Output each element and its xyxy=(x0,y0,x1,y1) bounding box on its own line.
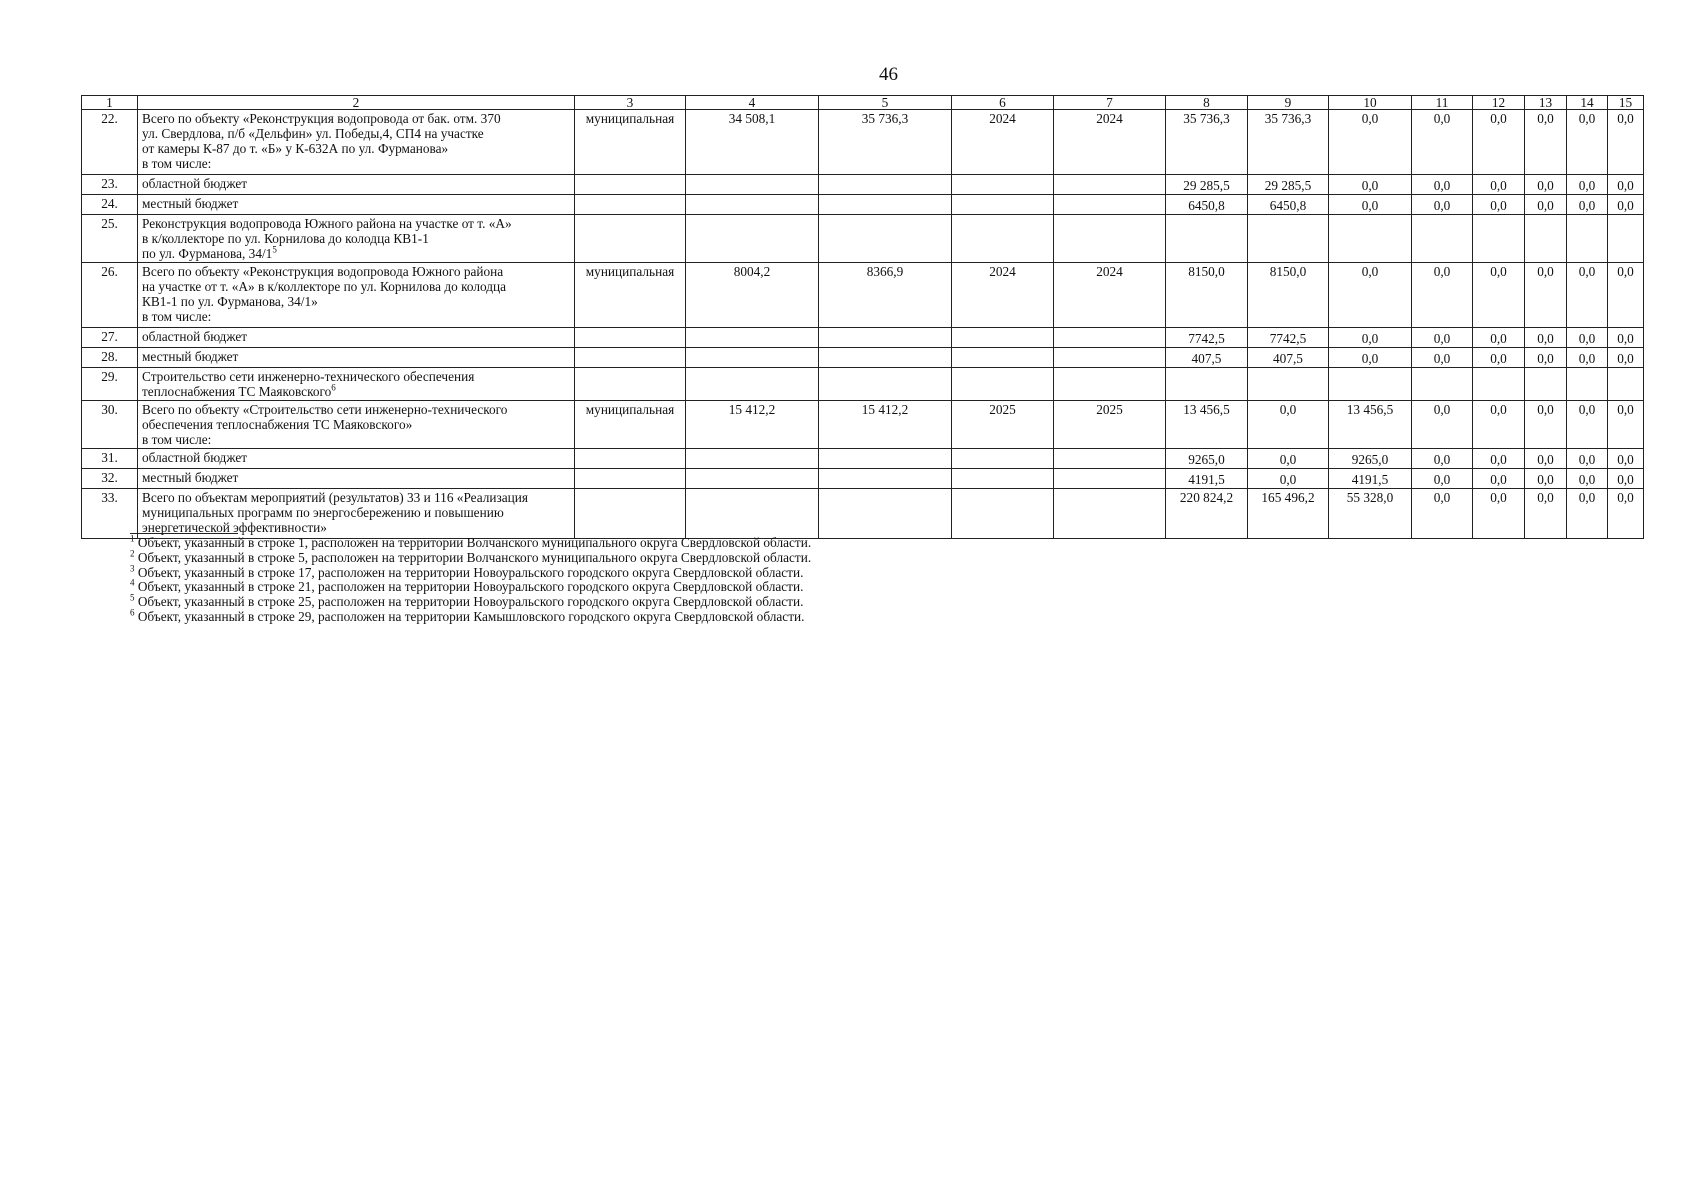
value-cell: 407,5 xyxy=(1166,348,1248,368)
value-cell: 0,0 xyxy=(1608,110,1644,175)
value-cell: 0,0 xyxy=(1608,328,1644,348)
value-cell xyxy=(575,328,686,348)
row-number-cell: 25. xyxy=(82,215,138,263)
value-cell: 8366,9 xyxy=(819,263,952,328)
footnote xyxy=(130,577,811,595)
footnote-text: Объект, указанный в строке 17, расположен на территории Новоуральского городского округа Свердловской области. xyxy=(134,564,804,580)
column-header: 2 xyxy=(138,96,575,110)
value-cell xyxy=(819,195,952,215)
value-cell xyxy=(819,449,952,469)
column-header: 8 xyxy=(1166,96,1248,110)
value-cell xyxy=(1054,449,1166,469)
value-cell xyxy=(952,449,1054,469)
value-cell xyxy=(686,469,819,489)
value-cell xyxy=(952,215,1054,263)
description-cell: областной бюджет xyxy=(138,449,575,469)
value-cell xyxy=(575,469,686,489)
value-cell xyxy=(686,195,819,215)
value-cell xyxy=(952,368,1054,401)
footnote-mark: 4 xyxy=(130,577,135,588)
value-cell: 0,0 xyxy=(1473,263,1525,328)
table-row xyxy=(82,328,1644,348)
value-cell xyxy=(1329,215,1412,263)
value-cell xyxy=(819,175,952,195)
value-cell: 0,0 xyxy=(1525,328,1567,348)
table-row xyxy=(82,175,1644,195)
value-cell xyxy=(1054,175,1166,195)
value-cell xyxy=(1054,215,1166,263)
value-cell xyxy=(1608,368,1644,401)
value-cell xyxy=(1248,368,1329,401)
value-cell: 35 736,3 xyxy=(819,110,952,175)
value-cell: 9265,0 xyxy=(1166,449,1248,469)
value-cell: 4191,5 xyxy=(1166,469,1248,489)
footnote-text: Объект, указанный в строке 29, расположен на территории Камышловского городского округа Свердловской области. xyxy=(134,608,805,624)
row-number-cell: 30. xyxy=(82,401,138,449)
value-cell: 0,0 xyxy=(1608,469,1644,489)
value-cell: 0,0 xyxy=(1525,401,1567,449)
value-cell: 0,0 xyxy=(1473,401,1525,449)
table-row xyxy=(82,489,1644,539)
table-row xyxy=(82,449,1644,469)
value-cell: 0,0 xyxy=(1412,469,1473,489)
value-cell xyxy=(819,328,952,348)
value-cell: муниципальная xyxy=(575,263,686,328)
value-cell xyxy=(1567,368,1608,401)
value-cell: 0,0 xyxy=(1412,449,1473,469)
value-cell: 220 824,2 xyxy=(1166,489,1248,539)
value-cell xyxy=(686,348,819,368)
value-cell xyxy=(1412,215,1473,263)
value-cell xyxy=(1166,215,1248,263)
value-cell: 0,0 xyxy=(1608,175,1644,195)
value-cell: 0,0 xyxy=(1567,263,1608,328)
value-cell: 29 285,5 xyxy=(1166,175,1248,195)
value-cell: 0,0 xyxy=(1608,401,1644,449)
value-cell: 0,0 xyxy=(1567,449,1608,469)
description-cell: местный бюджет xyxy=(138,195,575,215)
table-row xyxy=(82,195,1644,215)
description-cell: областной бюджет xyxy=(138,175,575,195)
value-cell: 2024 xyxy=(1054,263,1166,328)
value-cell: 15 412,2 xyxy=(686,401,819,449)
value-cell: 0,0 xyxy=(1567,328,1608,348)
value-cell: 0,0 xyxy=(1329,348,1412,368)
value-cell: 35 736,3 xyxy=(1166,110,1248,175)
value-cell xyxy=(952,175,1054,195)
value-cell xyxy=(686,449,819,469)
value-cell: 165 496,2 xyxy=(1248,489,1329,539)
value-cell: 2024 xyxy=(1054,110,1166,175)
column-header: 15 xyxy=(1608,96,1644,110)
column-header: 14 xyxy=(1567,96,1608,110)
value-cell xyxy=(952,489,1054,539)
value-cell xyxy=(686,215,819,263)
value-cell: 13 456,5 xyxy=(1166,401,1248,449)
value-cell xyxy=(575,215,686,263)
value-cell xyxy=(819,215,952,263)
row-number-cell: 31. xyxy=(82,449,138,469)
value-cell: 0,0 xyxy=(1473,449,1525,469)
description-cell: Строительство сети инженерно-технического обеспечения теплоснабжения ТС Маяковского$^6$ xyxy=(138,368,575,401)
column-header: 9 xyxy=(1248,96,1329,110)
value-cell xyxy=(686,368,819,401)
row-number-cell: 28. xyxy=(82,348,138,368)
value-cell: 0,0 xyxy=(1525,469,1567,489)
column-header: 6 xyxy=(952,96,1054,110)
description-cell: Всего по объекту «Реконструкция водопровода Южного района на участке от т. «А» в к/коллекторе по ул. Корнилова до колодца КВ1-1 по ул. Фурманова, 34/1» в том числе: xyxy=(138,263,575,328)
row-number-cell: 24. xyxy=(82,195,138,215)
value-cell xyxy=(575,195,686,215)
value-cell: 29 285,5 xyxy=(1248,175,1329,195)
value-cell: 0,0 xyxy=(1248,469,1329,489)
description-cell: Всего по объекту «Реконструкция водопровода от бак. отм. 370 ул. Свердлова, п/б «Дельфин» ул. Победы,4, СП4 на участке от камеры К-87 до т. «Б» у К-632А по ул. Фурманова» в том числе: xyxy=(138,110,575,175)
value-cell: 0,0 xyxy=(1412,489,1473,539)
table-row xyxy=(82,215,1644,263)
value-cell xyxy=(575,489,686,539)
value-cell xyxy=(1054,469,1166,489)
column-header: 1 xyxy=(82,96,138,110)
value-cell xyxy=(819,348,952,368)
value-cell xyxy=(1525,215,1567,263)
value-cell: 55 328,0 xyxy=(1329,489,1412,539)
value-cell: муниципальная xyxy=(575,401,686,449)
value-cell: 0,0 xyxy=(1248,449,1329,469)
value-cell xyxy=(952,348,1054,368)
value-cell: 0,0 xyxy=(1329,328,1412,348)
value-cell: 0,0 xyxy=(1567,348,1608,368)
value-cell: 0,0 xyxy=(1608,263,1644,328)
value-cell: 0,0 xyxy=(1525,489,1567,539)
value-cell: 2024 xyxy=(952,263,1054,328)
value-cell: 8150,0 xyxy=(1248,263,1329,328)
footnote-mark: 2 xyxy=(130,548,135,559)
value-cell: 0,0 xyxy=(1329,263,1412,328)
value-cell: 6450,8 xyxy=(1166,195,1248,215)
value-cell: 0,0 xyxy=(1412,401,1473,449)
value-cell: 0,0 xyxy=(1525,348,1567,368)
row-number-cell: 27. xyxy=(82,328,138,348)
footnote-text: Объект, указанный в строке 5, расположен на территории Волчанского муниципального округа Свердловской области. xyxy=(134,549,812,565)
value-cell: 0,0 xyxy=(1329,110,1412,175)
table-body xyxy=(82,96,1644,539)
description-cell: Всего по объектам мероприятий (результатов) 33 и 116 «Реализация муниципальных программ по энергосбережению и повышению энергетической эффективности» xyxy=(138,489,575,539)
footnote xyxy=(130,592,811,610)
value-cell: 0,0 xyxy=(1473,110,1525,175)
value-cell: 0,0 xyxy=(1412,263,1473,328)
value-cell xyxy=(575,449,686,469)
value-cell xyxy=(1054,348,1166,368)
value-cell: 0,0 xyxy=(1608,195,1644,215)
value-cell: 13 456,5 xyxy=(1329,401,1412,449)
value-cell xyxy=(1329,368,1412,401)
value-cell: 0,0 xyxy=(1329,175,1412,195)
column-header: 4 xyxy=(686,96,819,110)
table-row xyxy=(82,110,1644,175)
value-cell: 9265,0 xyxy=(1329,449,1412,469)
column-header: 10 xyxy=(1329,96,1412,110)
value-cell: 0,0 xyxy=(1608,348,1644,368)
page-number: 46 xyxy=(879,64,898,85)
column-header: 12 xyxy=(1473,96,1525,110)
footnote-mark: 5 xyxy=(272,244,277,255)
description-cell: Всего по объекту «Строительство сети инженерно-технического обеспечения теплоснабжения ТС Маяковского» в том числе: xyxy=(138,401,575,449)
value-cell: 0,0 xyxy=(1473,195,1525,215)
row-number-cell: 26. xyxy=(82,263,138,328)
description-cell: местный бюджет xyxy=(138,348,575,368)
value-cell xyxy=(1054,368,1166,401)
value-cell: 0,0 xyxy=(1412,175,1473,195)
value-cell: 0,0 xyxy=(1473,328,1525,348)
value-cell: 7742,5 xyxy=(1248,328,1329,348)
value-cell xyxy=(686,328,819,348)
value-cell xyxy=(1473,368,1525,401)
column-header: 13 xyxy=(1525,96,1567,110)
value-cell xyxy=(1608,215,1644,263)
column-header: 11 xyxy=(1412,96,1473,110)
value-cell: 8150,0 xyxy=(1166,263,1248,328)
value-cell xyxy=(1054,195,1166,215)
value-cell: 2025 xyxy=(952,401,1054,449)
row-number-cell: 22. xyxy=(82,110,138,175)
value-cell: 0,0 xyxy=(1473,175,1525,195)
footnote-mark: 3 xyxy=(130,563,135,574)
value-cell xyxy=(1166,368,1248,401)
footnote-divider xyxy=(130,533,238,534)
value-cell: 0,0 xyxy=(1248,401,1329,449)
value-cell: 0,0 xyxy=(1525,263,1567,328)
row-number-cell: 23. xyxy=(82,175,138,195)
value-cell: 0,0 xyxy=(1473,348,1525,368)
value-cell xyxy=(686,175,819,195)
value-cell: 0,0 xyxy=(1525,449,1567,469)
value-cell: 0,0 xyxy=(1567,110,1608,175)
row-number-cell: 32. xyxy=(82,469,138,489)
value-cell: муниципальная xyxy=(575,110,686,175)
value-cell: 0,0 xyxy=(1412,348,1473,368)
value-cell xyxy=(1248,215,1329,263)
value-cell xyxy=(952,328,1054,348)
value-cell: 0,0 xyxy=(1473,469,1525,489)
footnote-list xyxy=(130,533,812,625)
value-cell xyxy=(575,368,686,401)
column-header: 3 xyxy=(575,96,686,110)
value-cell: 0,0 xyxy=(1525,110,1567,175)
value-cell: 0,0 xyxy=(1329,195,1412,215)
description-cell: областной бюджет xyxy=(138,328,575,348)
value-cell: 0,0 xyxy=(1567,175,1608,195)
value-cell: 0,0 xyxy=(1567,401,1608,449)
value-cell xyxy=(952,195,1054,215)
row-number-cell: 33. xyxy=(82,489,138,539)
value-cell: 0,0 xyxy=(1412,195,1473,215)
table-row xyxy=(82,348,1644,368)
footnote-mark: 5 xyxy=(130,592,135,603)
value-cell xyxy=(819,368,952,401)
table-row xyxy=(82,263,1644,328)
table-row xyxy=(82,368,1644,401)
value-cell xyxy=(1412,368,1473,401)
table-row xyxy=(82,401,1644,449)
value-cell xyxy=(819,489,952,539)
value-cell: 4191,5 xyxy=(1329,469,1412,489)
value-cell xyxy=(1525,368,1567,401)
description-cell: местный бюджет xyxy=(138,469,575,489)
footnote xyxy=(130,548,812,566)
value-cell: 0,0 xyxy=(1567,195,1608,215)
value-cell: 0,0 xyxy=(1567,469,1608,489)
value-cell: 0,0 xyxy=(1525,175,1567,195)
value-cell: 0,0 xyxy=(1608,489,1644,539)
value-cell: 0,0 xyxy=(1473,489,1525,539)
footnote-mark: 1 xyxy=(130,533,135,544)
value-cell xyxy=(1473,215,1525,263)
value-cell: 407,5 xyxy=(1248,348,1329,368)
row-number-cell: 29. xyxy=(82,368,138,401)
column-header: 5 xyxy=(819,96,952,110)
value-cell: 35 736,3 xyxy=(1248,110,1329,175)
footnotes xyxy=(130,533,811,625)
value-cell: 0,0 xyxy=(1412,328,1473,348)
value-cell xyxy=(575,348,686,368)
value-cell: 2025 xyxy=(1054,401,1166,449)
footnote-text: Объект, указанный в строке 21, расположен на территории Новоуральского городского округа Свердловской области. xyxy=(134,579,804,595)
description-cell: Реконструкция водопровода Южного района на участке от т. «А» в к/коллекторе по ул. Корнилова до колодца КВ1-1 по ул. Фурманова, $34/1^5$ xyxy=(138,215,575,263)
value-cell: 2024 xyxy=(952,110,1054,175)
table-row xyxy=(82,469,1644,489)
value-cell: 0,0 xyxy=(1567,489,1608,539)
footnote-text: Объект, указанный в строке 1, расположен на территории Волчанского муниципального округа Свердловской области. xyxy=(134,535,812,550)
footnote xyxy=(130,607,811,625)
value-cell: 15 412,2 xyxy=(819,401,952,449)
value-cell xyxy=(686,489,819,539)
value-cell xyxy=(1567,215,1608,263)
value-cell xyxy=(819,469,952,489)
footnote xyxy=(130,533,812,551)
value-cell xyxy=(1054,489,1166,539)
value-cell: 6450,8 xyxy=(1248,195,1329,215)
data-table xyxy=(81,95,1644,539)
footnote-text: Объект, указанный в строке 25, расположен на территории Новоуральского городского округа Свердловской области. xyxy=(134,594,804,610)
value-cell: 0,0 xyxy=(1608,449,1644,469)
value-cell: 8004,2 xyxy=(686,263,819,328)
column-number-row xyxy=(82,96,1644,110)
value-cell: 0,0 xyxy=(1525,195,1567,215)
footnote-mark: 6 xyxy=(130,607,135,618)
value-cell: 34 508,1 xyxy=(686,110,819,175)
column-header: 7 xyxy=(1054,96,1166,110)
footnote-mark: 6 xyxy=(331,382,336,393)
value-cell: 0,0 xyxy=(1412,110,1473,175)
value-cell xyxy=(952,469,1054,489)
value-cell xyxy=(1054,328,1166,348)
value-cell: 7742,5 xyxy=(1166,328,1248,348)
value-cell xyxy=(575,175,686,195)
